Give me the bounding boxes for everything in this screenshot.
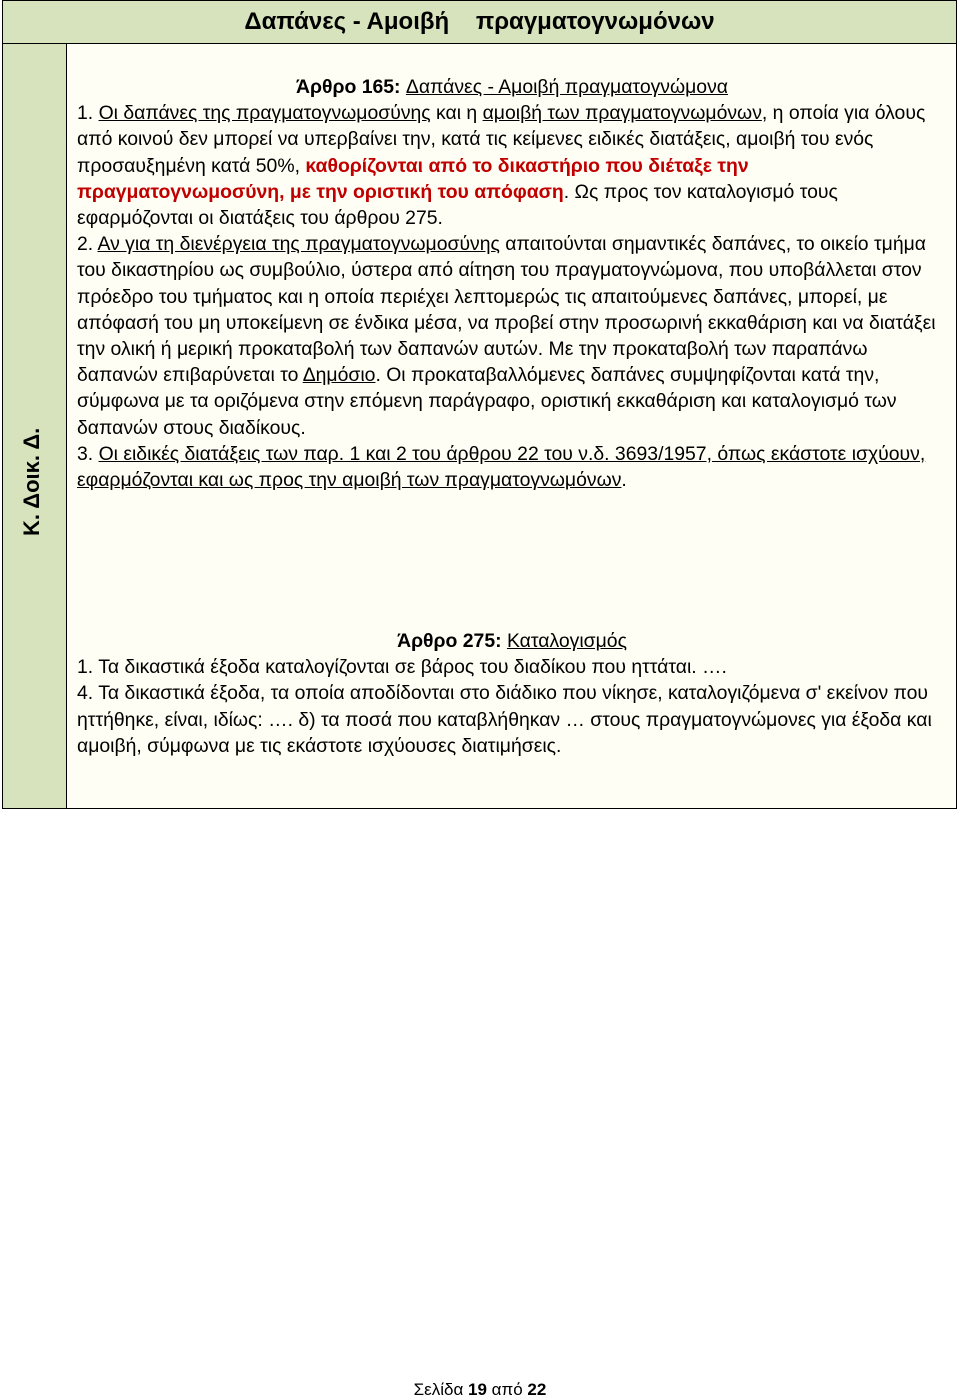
text-span: απαιτούνται σημαντικές δαπάνες, το οικείο τμήμα του δικαστηρίου ως συμβούλιο, ύστερα από αίτηση του πραγματογνώμονα, που υποβάλλεται στον πρόεδρο του τμήματος και η οποία περιέχει λεπτομερώς τις απαιτούμενες δαπάνες, μπορεί, με απόφασή του μη υποκείμενη σε ένδικα μέσα, να προβεί στην προσωρινή εκκαθάριση και να διατάξει την ολική ή μερική προκαταβολή των δαπανών αυτών. Με την προκαταβολή των παραπάνω δαπανών επιβαρύνεται το	[77, 233, 936, 387]
underlined-text: Δημόσιο	[302, 364, 376, 387]
article-165-number: Άρθρο 165:	[295, 76, 406, 98]
page-header-title: Δαπάνες - Αμοιβή πραγματογνωμόνων	[2, 0, 957, 44]
sidebar-label: Κ. Δοικ. Δ.	[19, 427, 44, 536]
page-footer	[0, 1380, 960, 1400]
article-275-heading: Καταλογισμός	[506, 630, 627, 652]
article-165-title	[77, 74, 947, 100]
footer-text: από	[486, 1380, 528, 1399]
underlined-text: Οι δαπάνες της πραγματογνωμοσύνης	[98, 102, 431, 125]
article-165-heading: Δαπάνες - Αμοιβή πραγματογνώμονα	[405, 76, 728, 98]
text-span: και η	[430, 102, 483, 125]
para-number: 3.	[77, 442, 99, 465]
article-165	[77, 74, 947, 493]
para-number: 1.	[77, 102, 99, 125]
underlined-text: Αν για τη διενέργεια της πραγματογνωμοσύνης	[97, 233, 500, 256]
article-165-paragraph-1	[77, 100, 947, 231]
total-pages-number: 22	[527, 1380, 547, 1399]
article-165-paragraph-3	[77, 441, 947, 493]
footer-text: Σελίδα	[413, 1380, 469, 1399]
text-span: .	[621, 469, 627, 492]
article-275-title	[77, 628, 947, 654]
article-275-paragraph-4: 4. Τα δικαστικά έξοδα, τα οποία αποδίδονται στο διάδικο που νίκησε, καταλογιζόμενα σ' εκείνον που ηττήθηκε, είναι, ιδίως: …. δ) τα ποσά που καταβλήθηκαν … στους πραγματογνώμονες για έξοδα και αμοιβή, σύμφωνα με τις εκάστοτε ισχύουσες διατιμήσεις.	[77, 682, 932, 757]
text-span: . Ως προς τον καταλογισμό τους εφαρμόζονται οι διατάξεις του άρθρου 275.	[77, 180, 838, 230]
current-page-number: 19	[468, 1380, 487, 1399]
article-275-paragraph-1: 1. Τα δικαστικά έξοδα καταλογίζονται σε βάρος του διαδίκου που ηττάται. ….	[77, 656, 727, 679]
text-span: . Οι προκαταβαλλόμενες δαπάνες συμψηφίζονται κατά την, σύμφωνα με τα οριζόμενα στην επόμενη παράγραφο, οριστική εκκαθάριση και καταλογισμό των δαπανών στους διαδίκους.	[77, 364, 897, 439]
article-275	[77, 628, 947, 759]
para-number: 2.	[77, 233, 98, 256]
underlined-text: αμοιβή των πραγματογνωμόνων	[482, 102, 762, 125]
underlined-text: Οι ειδικές διατάξεις των παρ. 1 και 2 του άρθρου 22 του ν.δ. 3693/1957, όπως εκάστοτε ισχύουν, εφαρμόζονται και ως προς την αμοιβή των πραγματογνωμόνων	[77, 442, 926, 492]
article-275-number: Άρθρο 275:	[397, 630, 507, 652]
text-span: , η οποία για όλους από κοινού δεν μπορεί να υπερβαίνει την, κατά τις κείμενες ειδικές διατάξεις, αμοιβή του ενός προσαυξημένη κατά 50%,	[77, 102, 926, 177]
sidebar-column	[2, 44, 67, 809]
highlighted-text: καθορίζονται από το δικαστήριο που διέταξε την πραγματογνωμοσύνη, με την οριστική του απόφαση	[77, 154, 749, 203]
article-165-paragraph-2	[77, 231, 947, 441]
